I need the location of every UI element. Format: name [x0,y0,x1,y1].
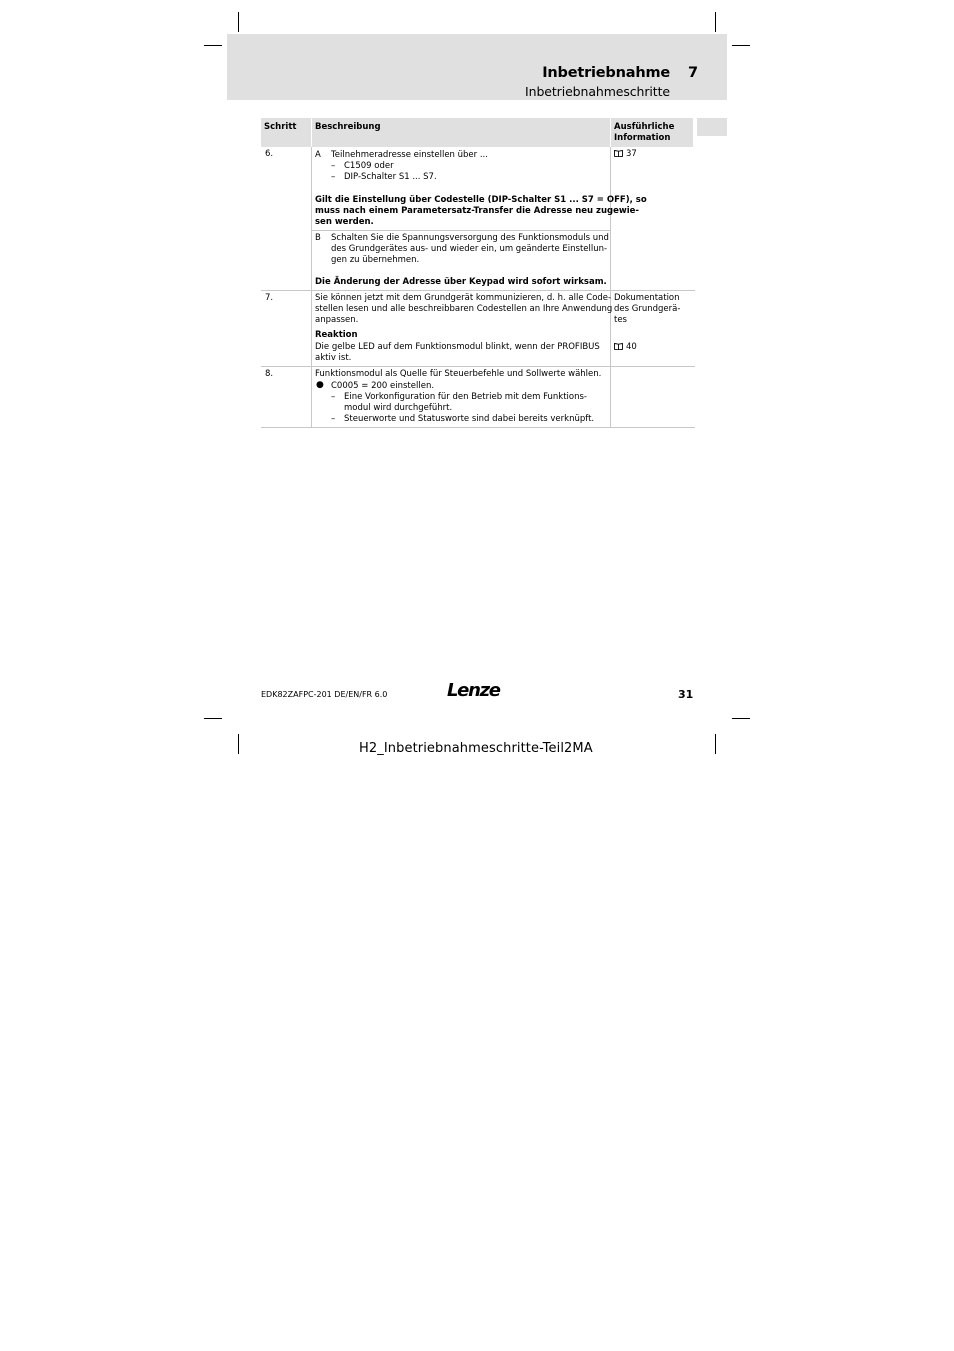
list-item: C1509 oder [344,161,394,171]
crop-mark [238,734,239,754]
step-text: anpassen. [315,315,359,325]
note-text: muss nach einem Parametersatz-Transfer die Adresse neu zugewie- [315,206,639,216]
crop-mark [715,12,716,32]
step-text: Funktionsmodul als Quelle für Steuerbefehle und Sollwerte wählen. [315,369,602,379]
book-icon [614,150,623,157]
page-reference-number: 40 [626,342,637,352]
substep-label: A [315,150,321,160]
section-title: Inbetriebnahmeschritte [525,84,670,99]
step-text: Sie können jetzt mit dem Grundgerät kommunizieren, d. h. alle Code- [315,293,612,303]
substep-text: des Grundgerätes aus- und wieder ein, um geänderte Einstellun- [331,244,608,254]
page-number: 31 [678,688,694,701]
list-item: modul wird durchgeführt. [344,403,453,413]
info-text: des Grundgerä- [614,304,681,314]
crop-mark [238,12,239,32]
step-number: 8. [265,369,274,379]
info-text: tes [614,315,627,325]
row-divider [261,366,695,367]
column-header-info-line2: Information [614,132,671,143]
brand-logo: Lenze [447,680,500,701]
list-item: Steuerworte und Statusworte sind dabei bereits verknüpft. [344,414,595,424]
bullet-icon: ● [316,380,324,390]
substep-label: B [315,233,321,243]
crop-mark [204,718,222,719]
bullet-text: C0005 = 200 einstellen. [331,381,435,391]
column-header-info [611,118,693,147]
column-divider [610,147,611,428]
chapter-title: Inbetriebnahme [542,65,670,81]
page-reference [614,342,637,353]
note-text: Die Änderung der Adresse über Keypad wird sofort wirksam. [315,277,607,287]
crop-mark [204,45,222,46]
step-number: 6. [265,149,274,159]
file-label: H2_Inbetriebnahmeschritte-Teil2MA [359,741,593,756]
dash-marker: – [331,161,336,171]
note-text: sen werden. [315,217,374,227]
dash-marker: – [331,414,336,424]
page-reference-number: 37 [626,149,637,159]
substep-text: Schalten Sie die Spannungsversorgung des Funktionsmoduls und [331,233,609,243]
row-divider [261,427,695,428]
reaction-heading: Reaktion [315,330,358,340]
substep-text: Teilnehmeradresse einstellen über ... [331,150,488,160]
chapter-number: 7 [688,65,699,81]
step-number: 7. [265,293,274,303]
row-divider [261,290,695,291]
dash-marker: – [331,392,336,402]
book-icon [614,343,623,350]
crop-mark [715,734,716,754]
crop-mark [732,45,750,46]
note-text: Gilt die Einstellung über Codestelle (DIP-Schalter S1 ... S7 = OFF), so [315,195,647,205]
crop-mark [732,718,750,719]
column-header-step: Schritt [261,118,311,147]
column-header-info-line1: Ausführliche [614,122,675,132]
table-header [261,118,695,147]
list-item: Eine Vorkonfiguration für den Betrieb mit dem Funktions- [344,392,587,402]
page-reference [614,149,637,160]
steps-table [261,118,695,430]
dash-marker: – [331,172,336,182]
info-text: Dokumentation [614,293,680,303]
row-divider [312,230,610,231]
list-item: DIP-Schalter S1 ... S7. [344,172,437,182]
substep-text: gen zu übernehmen. [331,255,420,265]
reaction-text: aktiv ist. [315,353,352,363]
document-id: EDK82ZAFPC-201 DE/EN/FR 6.0 [261,690,388,699]
column-divider [311,147,312,428]
column-header-description: Beschreibung [312,118,610,147]
chapter-tab [697,118,727,136]
step-text: stellen lesen und alle beschreibbaren Codestellen an Ihre Anwendung [315,304,613,314]
reaction-text: Die gelbe LED auf dem Funktionsmodul blinkt, wenn der PROFIBUS [315,342,600,352]
